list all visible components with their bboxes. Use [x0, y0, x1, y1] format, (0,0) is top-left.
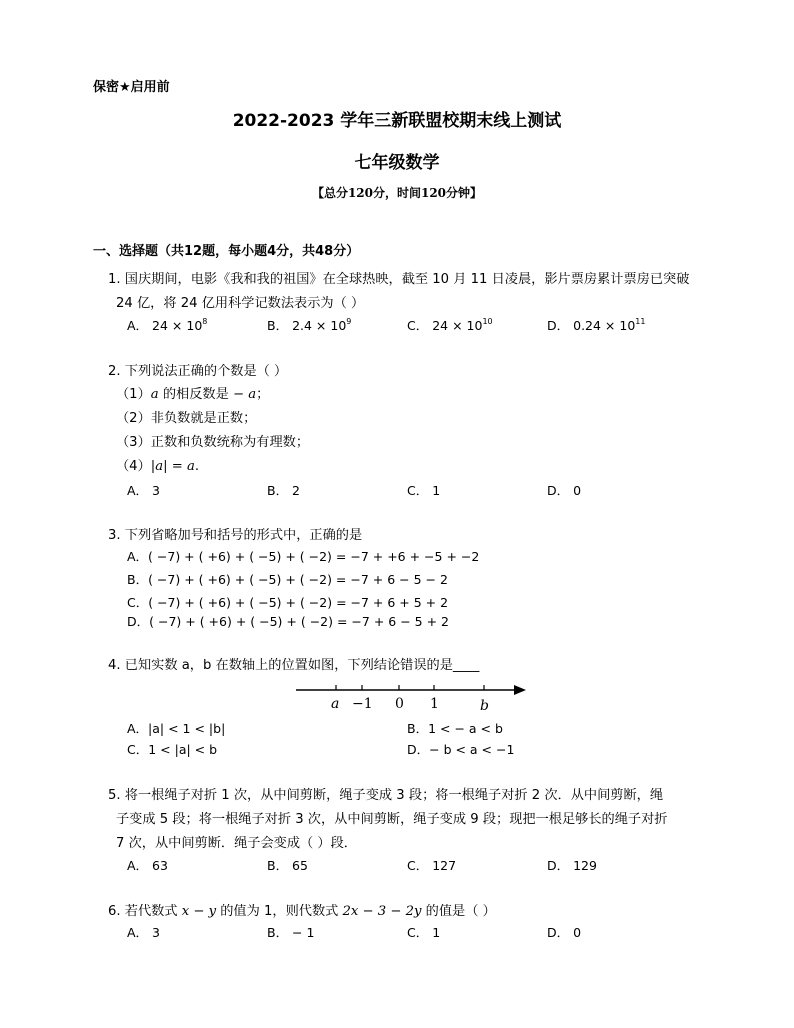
question-5-option-b: B． 65: [267, 858, 308, 873]
question-3-option-d: D．( −7) + ( +6) + ( −5) + ( −2) = −7 + 6 − 5 + 2: [127, 614, 449, 629]
question-3-option-a: A．( −7) + ( +6) + ( −5) + ( −2) = −7 + +6 + −5 + −2: [127, 549, 480, 564]
question-1-option-b: B． $2.4 \times 10^9$: [267, 317, 352, 333]
section-heading: 一、选择题（共12题，每小题4分，共48分）: [93, 244, 360, 259]
label-b: b: [480, 698, 489, 714]
question-5-option-c: C． 127: [407, 858, 457, 873]
question-5-line-3: 7 次，从中间剪断．绳子会变成（ ）段．: [116, 836, 357, 851]
question-1-option-a: A． $24 \times 10^8$: [127, 317, 208, 333]
score-time-info: 【总分120分，时间120分钟】: [311, 186, 483, 200]
number-line-figure: [290, 678, 530, 714]
question-3-stem: 3. 下列省略加号和括号的形式中，正确的是: [108, 528, 363, 543]
question-4-option-c: C．1 < |a| < b: [127, 742, 218, 757]
question-5-option-a: A． 63: [127, 858, 168, 873]
question-2-statement-2: （2）非负数就是正数；: [116, 411, 257, 426]
question-1-option-c: C． $24 \times 10^{10}$: [407, 317, 493, 333]
question-3-option-b: B．( −7) + ( +6) + ( −5) + ( −2) = −7 + 6 − 5 − 2: [127, 572, 448, 587]
question-4-option-a: A．|a| < 1 < |b|: [127, 721, 226, 736]
label-minus-one: −1: [352, 696, 373, 712]
question-5-option-d: D． 129: [547, 858, 597, 873]
question-1-option-d: D． $0.24 \times 10^{11}$: [547, 317, 646, 333]
label-zero: 0: [395, 696, 404, 712]
question-6-stem: 6. 若代数式 x − y 的值为 1，则代数式 2x − 3 − 2y 的值是（ ）: [108, 904, 496, 919]
exam-subject: 七年级数学: [354, 153, 440, 173]
question-5-line-2: 子变成 5 段；将一根绳子对折 3 次，从中间剪断，绳子变成 9 段；现把一根足够长的绳子对折: [116, 812, 668, 827]
question-6-option-d: D． 0: [547, 925, 582, 940]
question-4-option-d: D．− b < a < −1: [407, 742, 515, 757]
label-a: a: [331, 696, 340, 712]
question-2-stem: 2. 下列说法正确的个数是（ ）: [108, 364, 288, 379]
question-2-option-d: D． 0: [547, 483, 582, 498]
question-2-statement-4: （4）|a| = a.: [116, 459, 200, 474]
confidential-label: 保密★启用前: [93, 80, 170, 95]
question-2-statement-1: （1）a 的相反数是 − a；: [116, 387, 270, 402]
question-6-option-a: A． 3: [127, 925, 160, 940]
question-2-option-b: B． 2: [267, 483, 301, 498]
question-4-option-b: B．1 < − a < b: [407, 721, 503, 736]
exam-title: 2022-2023 学年三新联盟校期末线上测试: [232, 111, 562, 131]
question-6-option-c: C． 1: [407, 925, 441, 940]
question-3-option-c: C．( −7) + ( +6) + ( −5) + ( −2) = −7 + 6 + 5 + 2: [127, 595, 449, 610]
question-5-line-1: 5. 将一根绳子对折 1 次，从中间剪断，绳子变成 3 段；将一根绳子对折 2 次．从中间剪断，绳: [108, 788, 664, 803]
question-1-line-1: 1. 国庆期间，电影《我和我的祖国》在全球热映，截至 10 月 11 日凌晨，影片票房累计票房已突破: [108, 272, 690, 287]
question-1-line-2: 24 亿，将 24 亿用科学记数法表示为（ ）: [116, 296, 365, 311]
question-6-option-b: B． − 1: [267, 925, 315, 940]
question-4-stem: 4. 已知实数 a，b 在数轴上的位置如图，下列结论错误的是____: [108, 658, 480, 673]
question-2-statement-3: （3）正数和负数统称为有理数；: [116, 435, 310, 450]
question-2-option-a: A． 3: [127, 483, 160, 498]
label-one: 1: [430, 696, 439, 712]
question-2-option-c: C． 1: [407, 483, 441, 498]
number-line-arrow: [514, 685, 526, 695]
